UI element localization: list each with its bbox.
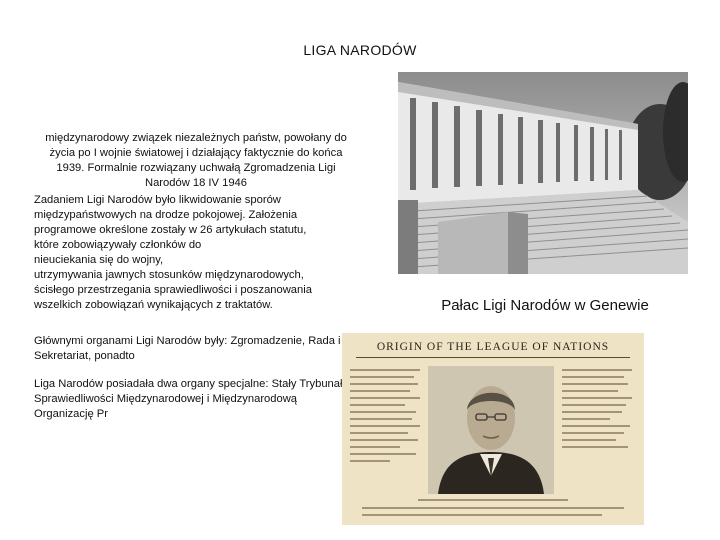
special-organs-paragraph: Liga Narodów posiadała dwa organy specjalne: Stały Trybunał Sprawiedliwości Międzynarodowej i Międzynarodową Organizację Pr — [34, 378, 343, 420]
intro-paragraph: międzynarodowy związek niezależnych państw, powołany do życia po I wojnie światowej i działający faktycznie do końca 1939. Formalnie rozwiązany uchwałą Zgromadzenia Ligi Narodów 18 IV 1946 — [45, 132, 347, 189]
tasks-paragraph — [34, 193, 344, 313]
league-origin-poster — [342, 333, 644, 525]
text-line: które zobowiązywały członków do — [34, 239, 202, 251]
organs-paragraph: Głównymi organami Ligi Narodów były: Zgromadzenie, Rada i Sekretariat, ponadto — [34, 335, 341, 362]
text-line: nieuciekania się do wojny, — [34, 254, 164, 266]
text-line: wszelkich zobowiązań wynikających z traktatów. — [34, 299, 273, 311]
poster-right-column — [562, 369, 634, 453]
page-title: LIGA NARODÓW — [303, 42, 417, 58]
text-line: Zadaniem Ligi Narodów było likwidowanie sporów — [34, 194, 281, 206]
text-line: utrzymywania jawnych stosunków międzynarodowych, — [34, 269, 304, 281]
poster-left-column — [350, 369, 422, 467]
palace-caption: Pałac Ligi Narodów w Genewie — [441, 297, 649, 314]
text-line: programowe określone zostały w 26 artykułach statutu, — [34, 224, 307, 236]
portrait-illustration — [428, 366, 554, 494]
text-line: ścisłego przestrzegania sprawiedliwości i poszanowania — [34, 284, 312, 296]
text-line: międzypaństwowych na drodze pokojowej. Założenia — [34, 209, 298, 221]
palace-illustration — [398, 72, 688, 274]
wilson-portrait — [428, 366, 554, 494]
poster-title: ORIGIN OF THE LEAGUE OF NATIONS — [376, 341, 610, 353]
palace-photo — [398, 72, 688, 274]
poster-divider — [356, 357, 630, 358]
